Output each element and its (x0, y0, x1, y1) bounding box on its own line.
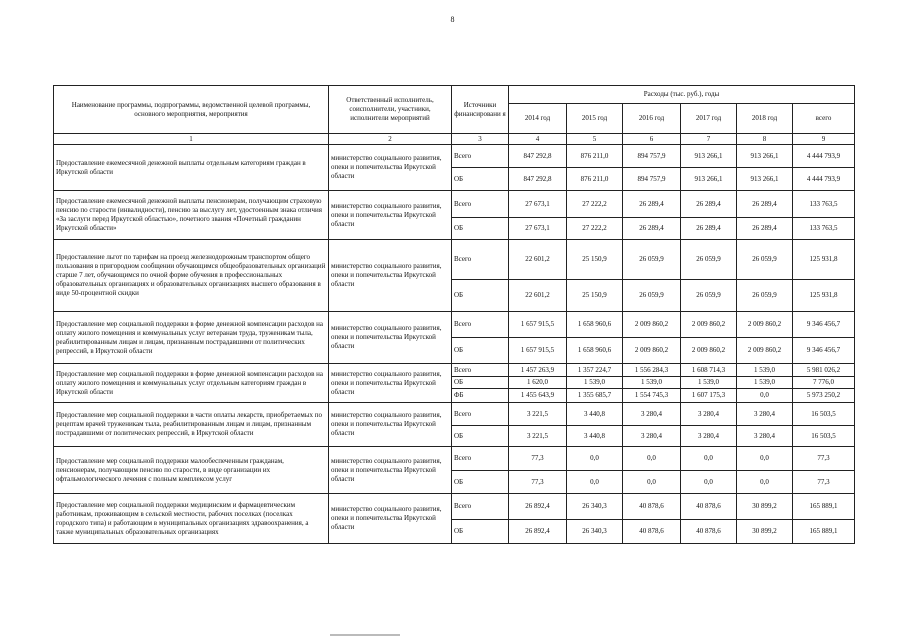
total-value: 9 346 456,7 (793, 312, 855, 338)
header-responsible: Ответственный исполнитель, соисполнители, участники, исполнители мероприятий (329, 86, 452, 134)
responsible-executor: министерство социального развития, опеки и попечительства Иркутской области (329, 364, 452, 403)
measure-name: Предоставление ежемесячной денежной выплаты пенсионерам, получающим страховую пенсию по старости (инвалидности), пенсию за выслугу лет, удостоенным знака отличия «За заслуги перед Иркутской областью», почетного звания «Почетный гражданин Иркутской области» (54, 191, 329, 240)
total-value: 125 931,8 (793, 240, 855, 280)
year-value: 0,0 (737, 389, 793, 403)
year-value: 1 607 175,3 (681, 389, 737, 403)
funding-source: ОБ (452, 377, 509, 389)
year-value: 26 059,9 (681, 240, 737, 280)
funding-source: ОБ (452, 520, 509, 544)
year-value: 30 899,2 (737, 494, 793, 520)
funding-source: Всего (452, 364, 509, 377)
header-year: 2018 год (737, 104, 793, 134)
year-value: 2 009 860,2 (623, 312, 681, 338)
year-value: 3 280,4 (623, 403, 681, 426)
year-value: 3 280,4 (681, 426, 737, 447)
measure-name: Предоставление мер социальной поддержки в форме денежной компенсации расходов на оплату жилого помещения и коммунальных услуг отдельным категориям граждан в Иркутской области (54, 364, 329, 403)
year-value: 913 266,1 (681, 145, 737, 168)
funding-source: ОБ (452, 280, 509, 312)
year-value: 3 440,8 (567, 403, 623, 426)
year-value: 1 539,0 (737, 377, 793, 389)
year-value: 894 757,9 (623, 168, 681, 191)
measure-name: Предоставление мер социальной поддержки малообеспеченным гражданам, пенсионерам, получающим пенсию по старости, в виде организации их офтальмологического лечения с полным комплексом услуг (54, 447, 329, 494)
total-value: 16 503,5 (793, 426, 855, 447)
total-value: 5 973 250,2 (793, 389, 855, 403)
funding-source: Всего (452, 447, 509, 471)
year-value: 876 211,0 (567, 168, 623, 191)
table-row (54, 240, 855, 280)
column-number: 1 (54, 134, 329, 145)
column-number: 2 (329, 134, 452, 145)
total-value: 133 763,5 (793, 218, 855, 240)
responsible-executor: министерство социального развития, опеки и попечительства Иркутской области (329, 145, 452, 191)
year-value: 3 221,5 (509, 426, 567, 447)
year-value: 1 657 915,5 (509, 312, 567, 338)
year-value: 77,3 (509, 471, 567, 494)
year-value: 26 289,4 (737, 218, 793, 240)
year-value: 26 059,9 (623, 280, 681, 312)
year-value: 847 292,8 (509, 145, 567, 168)
budget-table (53, 85, 855, 544)
year-value: 2 009 860,2 (737, 312, 793, 338)
scan-artifact (330, 634, 400, 636)
year-value: 1 457 263,9 (509, 364, 567, 377)
total-value: 77,3 (793, 447, 855, 471)
year-value: 40 878,6 (623, 520, 681, 544)
year-value: 1 556 284,3 (623, 364, 681, 377)
year-value: 26 059,9 (737, 280, 793, 312)
responsible-executor: министерство социального развития, опеки и попечительства Иркутской области (329, 494, 452, 544)
total-value: 165 889,1 (793, 520, 855, 544)
measure-name: Предоставление мер социальной поддержки в форме денежной компенсации расходов на оплату жилого помещения и коммунальных услуг ветеранам труда, труженикам тыла, реабилитированным лицам и лицам, признанным пострадавшими от политических репрессий, в Иркутской области (54, 312, 329, 364)
year-value: 0,0 (681, 447, 737, 471)
year-value: 1 539,0 (567, 377, 623, 389)
year-value: 913 266,1 (681, 168, 737, 191)
funding-source: Всего (452, 312, 509, 338)
year-value: 3 280,4 (681, 403, 737, 426)
year-value: 77,3 (509, 447, 567, 471)
measure-name: Предоставление льгот по тарифам на проезд железнодорожным транспортом общего пользования в пригородном сообщении обучающимся общеобразовательных организаций старше 7 лет, обучающимся по очной форме обучения в профессиональных образовательных организациях и образовательных организациях высшего образования в виде 50-процентной скидки (54, 240, 329, 312)
year-value: 22 601,2 (509, 280, 567, 312)
table-row (54, 403, 855, 426)
year-value: 913 266,1 (737, 168, 793, 191)
year-value: 40 878,6 (623, 494, 681, 520)
year-value: 1 657 915,5 (509, 338, 567, 364)
year-value: 0,0 (567, 447, 623, 471)
year-value: 3 280,4 (737, 403, 793, 426)
year-value: 1 608 714,3 (681, 364, 737, 377)
year-value: 3 280,4 (737, 426, 793, 447)
year-value: 40 878,6 (681, 520, 737, 544)
column-number: 6 (623, 134, 681, 145)
table-body (54, 145, 855, 544)
year-value: 27 673,1 (509, 191, 567, 218)
header-year: 2015 год (567, 104, 623, 134)
year-value: 1 554 745,3 (623, 389, 681, 403)
year-value: 876 211,0 (567, 145, 623, 168)
table-row (54, 364, 855, 377)
year-value: 26 289,4 (737, 191, 793, 218)
total-value: 7 776,0 (793, 377, 855, 389)
year-value: 1 539,0 (681, 377, 737, 389)
year-value: 3 440,8 (567, 426, 623, 447)
year-value: 26 059,9 (623, 240, 681, 280)
year-value: 2 009 860,2 (623, 338, 681, 364)
year-value: 1 620,0 (509, 377, 567, 389)
funding-source: ОБ (452, 218, 509, 240)
year-value: 894 757,9 (623, 145, 681, 168)
funding-source: ФБ (452, 389, 509, 403)
page-number: 8 (450, 15, 455, 24)
year-value: 26 340,3 (567, 520, 623, 544)
year-value: 1 658 960,6 (567, 312, 623, 338)
year-value: 3 221,5 (509, 403, 567, 426)
year-value: 0,0 (737, 447, 793, 471)
year-value: 40 878,6 (681, 494, 737, 520)
funding-source: Всего (452, 145, 509, 168)
total-value: 4 444 793,9 (793, 168, 855, 191)
column-number: 8 (737, 134, 793, 145)
measure-name: Предоставление мер социальной поддержки медицинским и фармацевтическим работникам, проживающим в сельской местности, рабочих поселках (поселках городского типа) и работающим в муниципальных организациях здравоохранения, а также муниципальных образовательных организациях (54, 494, 329, 544)
year-value: 913 266,1 (737, 145, 793, 168)
total-value: 165 889,1 (793, 494, 855, 520)
year-value: 27 222,2 (567, 218, 623, 240)
column-number: 4 (509, 134, 567, 145)
year-value: 30 899,2 (737, 520, 793, 544)
header-source: Источники финансировани я (452, 86, 509, 134)
column-number: 9 (793, 134, 855, 145)
year-value: 26 892,4 (509, 520, 567, 544)
year-value: 0,0 (623, 447, 681, 471)
year-value: 1 539,0 (737, 364, 793, 377)
table-row (54, 145, 855, 168)
column-number-row (54, 134, 855, 145)
year-value: 26 059,9 (681, 280, 737, 312)
year-value: 2 009 860,2 (681, 312, 737, 338)
column-number: 5 (567, 134, 623, 145)
funding-source: ОБ (452, 168, 509, 191)
year-value: 26 289,4 (623, 218, 681, 240)
funding-source: Всего (452, 494, 509, 520)
table-row (54, 312, 855, 338)
responsible-executor: министерство социального развития, опеки и попечительства Иркутской области (329, 312, 452, 364)
year-value: 26 892,4 (509, 494, 567, 520)
table-row (54, 191, 855, 218)
responsible-executor: министерство социального развития, опеки и попечительства Иркутской области (329, 403, 452, 447)
year-value: 1 355 685,7 (567, 389, 623, 403)
responsible-executor: министерство социального развития, опеки и попечительства Иркутской области (329, 191, 452, 240)
year-value: 1 455 643,9 (509, 389, 567, 403)
year-value: 847 292,8 (509, 168, 567, 191)
header-total: всего (793, 104, 855, 134)
year-value: 27 673,1 (509, 218, 567, 240)
column-number: 7 (681, 134, 737, 145)
total-value: 4 444 793,9 (793, 145, 855, 168)
year-value: 26 340,3 (567, 494, 623, 520)
year-value: 1 658 960,6 (567, 338, 623, 364)
measure-name: Предоставление мер социальной поддержки в части оплаты лекарств, приобретаемых по рецептам врачей труженикам тыла, реабилитированным лицам и лицам, признанным пострадавшими от политических репрессий, в Иркутской области (54, 403, 329, 447)
funding-source: ОБ (452, 338, 509, 364)
year-value: 1 357 224,7 (567, 364, 623, 377)
funding-source: Всего (452, 191, 509, 218)
total-value: 5 981 026,2 (793, 364, 855, 377)
total-value: 9 346 456,7 (793, 338, 855, 364)
table-row (54, 447, 855, 471)
funding-source: Всего (452, 240, 509, 280)
year-value: 27 222,2 (567, 191, 623, 218)
column-number: 3 (452, 134, 509, 145)
year-value: 1 539,0 (623, 377, 681, 389)
total-value: 125 931,8 (793, 280, 855, 312)
year-value: 26 059,9 (737, 240, 793, 280)
table-row (54, 494, 855, 520)
measure-name: Предоставление ежемесячной денежной выплаты отдельным категориям граждан в Иркутской области (54, 145, 329, 191)
header-name: Наименование программы, подпрограммы, ведомственной целевой программы, основного мероприятия, мероприятия (54, 86, 329, 134)
header-year: 2017 год (681, 104, 737, 134)
year-value: 0,0 (623, 471, 681, 494)
year-value: 0,0 (681, 471, 737, 494)
year-value: 2 009 860,2 (681, 338, 737, 364)
funding-source: Всего (452, 403, 509, 426)
year-value: 26 289,4 (681, 191, 737, 218)
responsible-executor: министерство социального развития, опеки и попечительства Иркутской области (329, 240, 452, 312)
year-value: 3 280,4 (623, 426, 681, 447)
header-expenses: Расходы (тыс. руб.), годы (509, 86, 855, 104)
header-year: 2016 год (623, 104, 681, 134)
year-value: 2 009 860,2 (737, 338, 793, 364)
funding-source: ОБ (452, 426, 509, 447)
year-value: 0,0 (567, 471, 623, 494)
year-value: 26 289,4 (681, 218, 737, 240)
year-value: 22 601,2 (509, 240, 567, 280)
year-value: 25 150,9 (567, 240, 623, 280)
funding-source: ОБ (452, 471, 509, 494)
total-value: 133 763,5 (793, 191, 855, 218)
total-value: 77,3 (793, 471, 855, 494)
total-value: 16 503,5 (793, 403, 855, 426)
header-year: 2014 год (509, 104, 567, 134)
year-value: 25 150,9 (567, 280, 623, 312)
responsible-executor: министерство социального развития, опеки и попечительства Иркутской области (329, 447, 452, 494)
year-value: 0,0 (737, 471, 793, 494)
year-value: 26 289,4 (623, 191, 681, 218)
